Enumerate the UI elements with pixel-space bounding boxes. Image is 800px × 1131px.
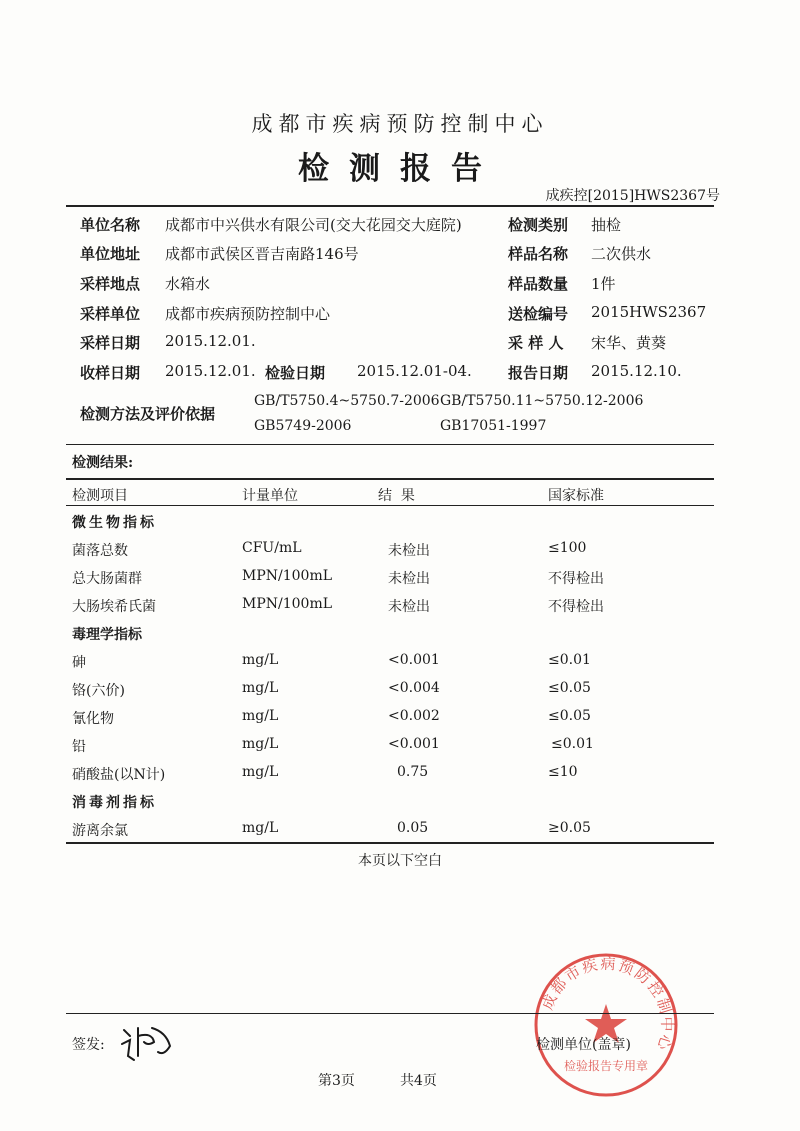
result-item: 大肠埃希氏菌: [72, 599, 156, 615]
footer-rule: [66, 1013, 714, 1014]
result-standard: ≤0.01: [551, 736, 594, 752]
results-bottom-rule: [66, 842, 714, 844]
results-top-rule: [66, 478, 714, 480]
results-section-label: 检测结果:: [72, 455, 134, 471]
sampler-label: 采 样 人: [508, 334, 564, 352]
report-date-label: 报告日期: [508, 364, 569, 382]
header-unit: 计量单位: [242, 488, 298, 504]
result-standard: 不得检出: [548, 599, 604, 615]
result-value: <0.002: [388, 708, 440, 724]
result-item: 硝酸盐(以N计): [72, 767, 166, 783]
result-unit: mg/L: [242, 820, 279, 836]
submission-number-value: 2015HWS2367: [591, 303, 707, 321]
test-type-label: 检测类别: [508, 216, 569, 234]
org-title: 成都市疾病预防控制中心: [251, 112, 549, 136]
sample-quantity-label: 样品数量: [508, 275, 569, 293]
group-heading: 微生物指标: [72, 515, 157, 531]
group-heading: 消毒剂指标: [72, 795, 157, 811]
result-value: 0.75: [397, 764, 429, 780]
header-item: 检测项目: [72, 488, 128, 504]
sampling-unit-label: 采样单位: [80, 305, 141, 323]
result-standard: ≥0.05: [548, 820, 591, 836]
seal-text: 成都市疾病预防控制中心: [538, 954, 677, 1055]
result-unit: mg/L: [242, 652, 279, 668]
result-value: <0.001: [388, 652, 440, 668]
method-standard-3: GB5749-2006: [254, 418, 352, 434]
result-value: 未检出: [388, 543, 430, 559]
result-value: <0.001: [388, 736, 440, 752]
sampling-date-value: 2015.12.01.: [165, 332, 256, 350]
method-standard-4: GB17051-1997: [440, 418, 547, 434]
result-item: 游离余氯: [72, 823, 128, 839]
handwritten-signature: [118, 1022, 178, 1066]
results-header-rule: [66, 505, 714, 506]
result-value: 0.05: [397, 820, 429, 836]
sample-name-value: 二次供水: [591, 245, 652, 263]
result-unit: mg/L: [242, 680, 279, 696]
result-standard: ≤0.01: [548, 652, 591, 668]
result-item: 铬(六价): [72, 683, 125, 699]
report-date-value: 2015.12.10.: [591, 362, 682, 380]
header-result: 结 果: [378, 488, 415, 504]
result-item: 铅: [72, 739, 86, 755]
unit-address-value: 成都市武侯区晋吉南路146号: [165, 245, 359, 263]
method-standard-2: GB/T5750.11~5750.12-2006: [440, 393, 644, 409]
result-unit: MPN/100mL: [242, 568, 333, 584]
result-value: 未检出: [388, 599, 430, 615]
sample-quantity-value: 1件: [591, 275, 616, 293]
test-type-value: 抽检: [591, 216, 622, 234]
method-standard-1: GB/T5750.4~5750.7-2006: [254, 393, 440, 409]
header-rule: [66, 205, 714, 207]
result-standard: ≤10: [548, 764, 578, 780]
result-standard: 不得检出: [548, 571, 604, 587]
sample-location-value: 水箱水: [165, 275, 211, 293]
result-item: 砷: [72, 655, 86, 671]
result-standard: ≤100: [548, 540, 587, 556]
group-heading: 毒理学指标: [72, 627, 142, 643]
result-unit: MPN/100mL: [242, 596, 333, 612]
result-item: 总大肠菌群: [72, 571, 142, 587]
method-label: 检测方法及评价依据: [80, 405, 216, 423]
inspection-date-label: 检验日期: [265, 364, 326, 382]
result-item: 菌落总数: [72, 543, 128, 559]
receive-date-value: 2015.12.01.: [165, 362, 256, 380]
unit-name-label: 单位名称: [80, 216, 141, 234]
sample-location-label: 采样地点: [80, 275, 141, 293]
result-item: 氰化物: [72, 711, 114, 727]
result-unit: mg/L: [242, 708, 279, 724]
header-standard: 国家标准: [548, 488, 604, 504]
signature-label: 签发:: [72, 1037, 105, 1053]
blank-below-note: 本页以下空白: [358, 853, 442, 869]
inspection-unit-stamp-label: 检测单位(盖章): [536, 1037, 631, 1053]
sample-name-label: 样品名称: [508, 245, 569, 263]
result-unit: mg/L: [242, 764, 279, 780]
result-unit: CFU/mL: [242, 540, 302, 556]
unit-address-label: 单位地址: [80, 245, 141, 263]
seal-bottom-text: 检验报告专用章: [563, 1059, 649, 1073]
sampling-unit-value: 成都市疾病预防控制中心: [165, 305, 331, 323]
unit-name-value: 成都市中兴供水有限公司(交大花园交大庭院): [165, 216, 462, 234]
page-current: 第3页: [318, 1073, 355, 1089]
report-title: 检测报告: [298, 151, 502, 187]
sampler-value: 宋华、黄葵: [591, 334, 667, 352]
result-standard: ≤0.05: [548, 708, 591, 724]
result-unit: mg/L: [242, 736, 279, 752]
inspection-date-value: 2015.12.01-04.: [357, 362, 472, 380]
result-value: <0.004: [388, 680, 440, 696]
result-standard: ≤0.05: [548, 680, 591, 696]
document-number: 成疾控[2015]HWS2367号: [545, 188, 720, 204]
result-value: 未检出: [388, 571, 430, 587]
info-rule: [66, 444, 714, 445]
sampling-date-label: 采样日期: [80, 334, 141, 352]
submission-number-label: 送检编号: [508, 305, 569, 323]
receive-date-label: 收样日期: [80, 364, 141, 382]
page-total: 共4页: [400, 1073, 437, 1089]
official-seal: [533, 952, 679, 1098]
